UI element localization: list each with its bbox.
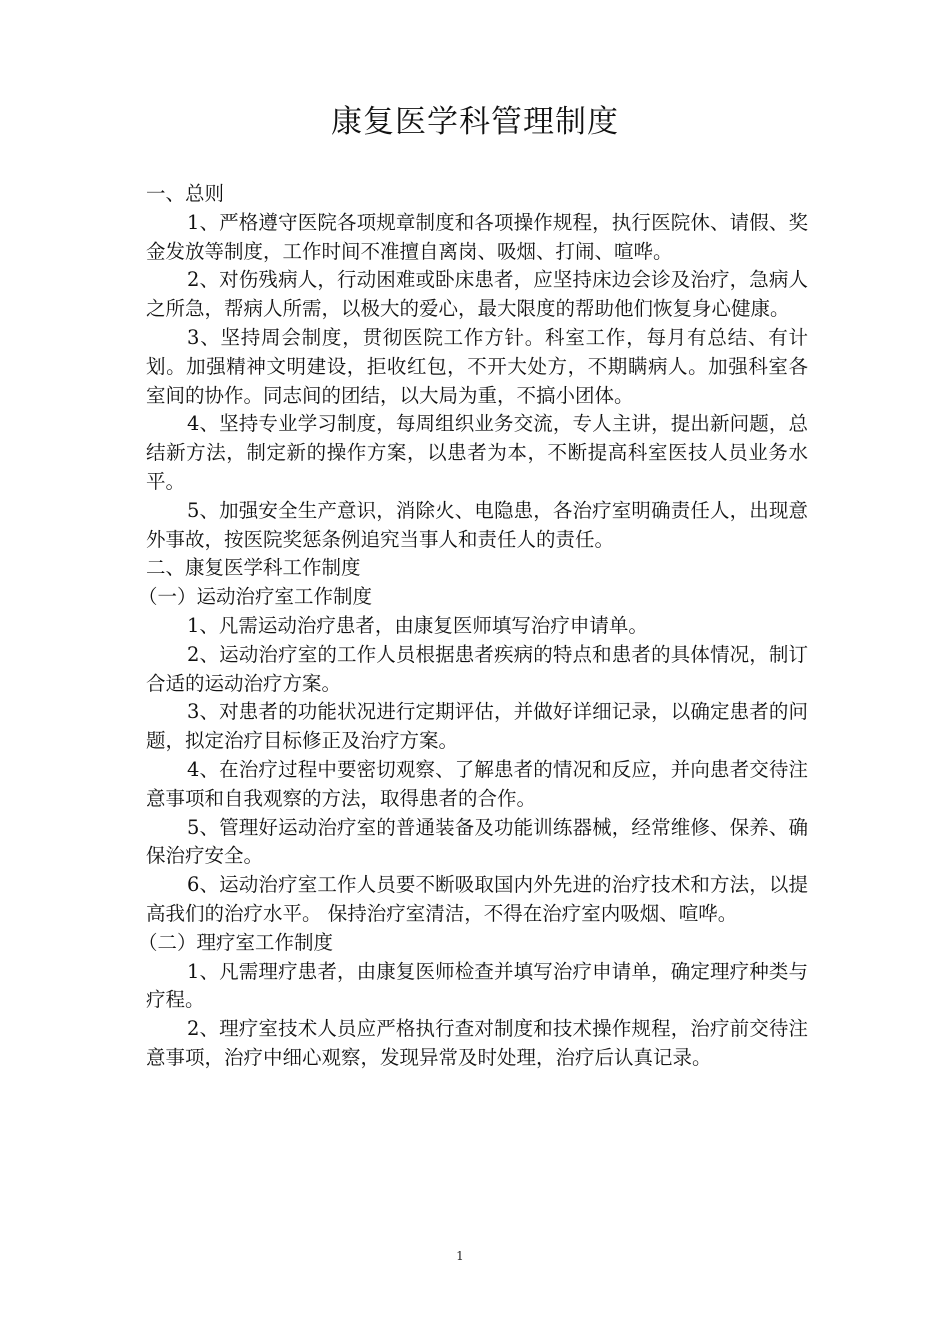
- paragraph: 6、运动治疗室工作人员要不断吸取国内外先进的治疗技术和方法，以提高我们的治疗水平。 保持治疗室清洁，不得在治疗室内吸烟、喧哗。: [146, 873, 808, 925]
- paragraph: 4、坚持专业学习制度，每周组织业务交流，专人主讲，提出新问题，总结新方法，制定新的操作方案，以患者为本，不断提高科室医技人员业务水平。: [146, 412, 808, 493]
- paragraph: 5、管理好运动治疗室的普通装备及功能训练器械，经常维修、保养、确保治疗安全。: [146, 815, 808, 868]
- paragraph: 1、凡需理疗患者，由康复医师检查并填写治疗申请单，确定理疗种类与疗程。: [146, 959, 808, 1012]
- paragraph: 2、运动治疗室的工作人员根据患者疾病的特点和患者的具体情况，制订合适的运动治疗方案。: [146, 642, 808, 695]
- section-heading-work-system: 二、康复医学科工作制度: [146, 556, 361, 580]
- paragraph: 3、坚持周会制度，贯彻医院工作方针。科室工作，每月有总结、有计划。加强精神文明建设，拒收红包，不开大处方，不期瞒病人。加强科室各室间的协作。同志间的团结，以大局为重，不搞小团体。: [146, 325, 808, 407]
- section-heading-general: 一、总则: [146, 182, 225, 205]
- paragraph: 4、在治疗过程中要密切观察、了解患者的情况和反应，并向患者交待注意事项和自我观察的方法，取得患者的合作。: [146, 757, 808, 810]
- paragraph: 3、对患者的功能状况进行定期评估，并做好详细记录，以确定患者的问题，拟定治疗目标修正及治疗方案。: [146, 700, 808, 753]
- subsection-heading-exercise: （一）运动治疗室工作制度: [138, 585, 373, 609]
- paragraph: 2、对伤残病人，行动困难或卧床患者，应坚持床边会诊及治疗，急病人之所急，帮病人所需，以极大的爱心，最大限度的帮助他们恢复身心健康。: [146, 268, 808, 321]
- subsection-heading-physio: （二）理疗室工作制度: [138, 930, 334, 954]
- page-number: 1: [456, 1249, 464, 1263]
- paragraph: 2、理疗室技术人员应严格执行查对制度和技术操作规程，治疗前交待注意事项，治疗中细心观察，发现异常及时处理，治疗后认真记录。: [146, 1017, 808, 1069]
- document-body: [138, 180, 808, 1073]
- paragraph: 5、加强安全生产意识，消除火、电隐患，各治疗室明确责任人，出现意外事故，按医院奖惩条例追究当事人和责任人的责任。: [146, 498, 808, 551]
- paragraph: 1、严格遵守医院各项规章制度和各项操作规程，执行医院休、请假、奖金发放等制度，工作时间不准擅自离岗、吸烟、打闹、喧哗。: [146, 210, 808, 263]
- document-title: 康复医学科管理制度: [331, 104, 619, 140]
- paragraph: 1、凡需运动治疗患者，由康复医师填写治疗申请单。: [187, 613, 648, 637]
